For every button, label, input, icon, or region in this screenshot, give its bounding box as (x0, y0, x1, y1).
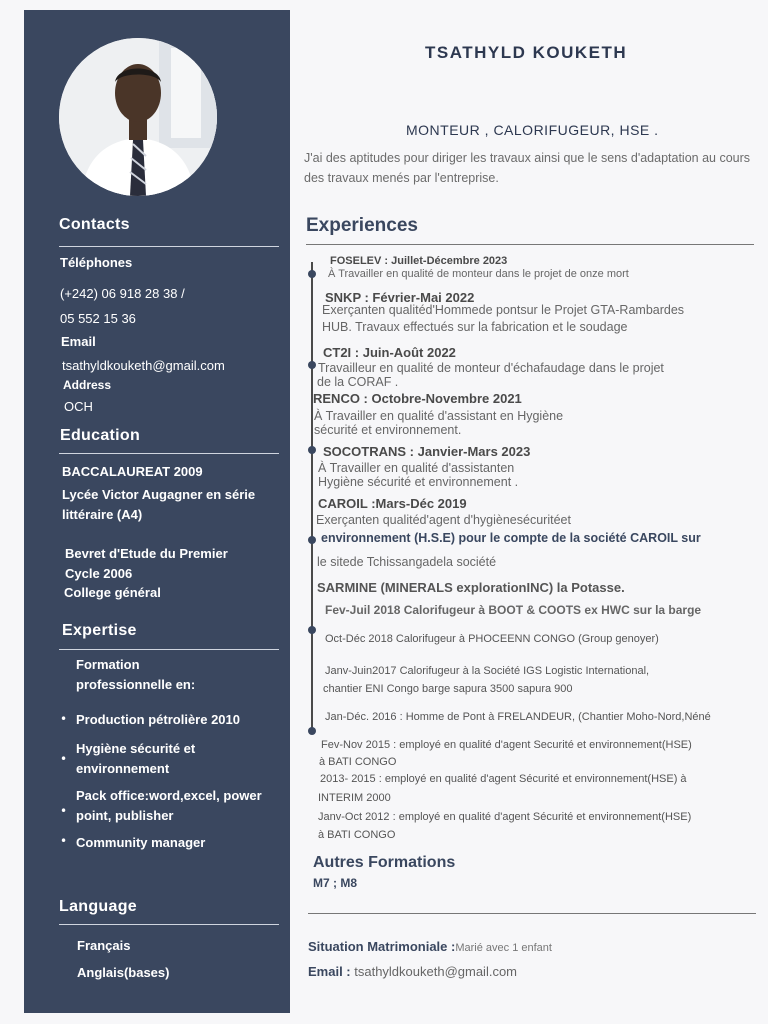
phone-1: (+242) 06 918 28 38 / (60, 286, 185, 301)
exp-13-line-1: 2013- 2015 : employé en qualité d'agent Sécurité et environnement(HSE) à (320, 773, 687, 785)
language-heading: Language (59, 898, 137, 915)
telephones-label: Téléphones (60, 255, 133, 270)
expertise-bullet-2: • (60, 752, 68, 766)
exp-10-line-2: chantier ENI Congo barge sapura 3500 sapura 900 (323, 683, 573, 695)
timeline-dot (308, 536, 316, 544)
marital-status (308, 939, 552, 954)
other-training-value: M7 ; M8 (313, 876, 358, 890)
profile-photo-illustration (59, 38, 217, 196)
marital-label: Situation Matrimoniale : (308, 939, 456, 954)
exp-1-desc: À Travailler en qualité de monteur dans le projet de onze mort (328, 268, 629, 280)
address-value: OCH (64, 399, 93, 414)
phone-2: 05 552 15 36 (60, 311, 136, 326)
marital-value: Marié avec 1 enfant (455, 942, 552, 954)
timeline-dot (308, 626, 316, 634)
expertise-bullet-4: • (60, 834, 68, 848)
expertise-4: Community manager (76, 835, 206, 850)
language-1: Français (77, 938, 131, 953)
edu-1-title: BACCALAUREAT 2009 (62, 464, 203, 479)
experiences-divider (306, 244, 754, 245)
exp-13-line-2: INTERIM 2000 (318, 792, 391, 804)
exp-7-header: SARMINE (MINERALS explorationINC) la Potasse. (317, 580, 625, 595)
exp-11: Jan-Déc. 2016 : Homme de Pont à FRELANDEUR, (Chantier Moho-Nord,Néné (325, 711, 711, 723)
edu-2-line3: College général (64, 585, 161, 600)
exp-10-line-1: Janv-Juin2017 Calorifugeur à la Société IGS Logistic International, (325, 665, 650, 677)
footer-email (308, 964, 517, 979)
language-divider (59, 924, 279, 925)
exp-2-header: SNKP : Février-Mai 2022 (325, 290, 475, 305)
other-training-heading: Autres Formations (313, 854, 456, 871)
education-divider (59, 453, 279, 454)
expertise-3-line1: Pack office:word,excel, power (76, 788, 262, 803)
expertise-2-line2: environnement (76, 761, 170, 776)
exp-8: Fev-Juil 2018 Calorifugeur à BOOT & COOTS ex HWC sur la barge (325, 603, 702, 617)
expertise-bullet-1: • (60, 712, 68, 726)
job-title: MONTEUR , CALORIFUGEUR, HSE . (406, 122, 659, 138)
contacts-divider (59, 246, 279, 247)
exp-1-header: FOSELEV : Juillet-Décembre 2023 (330, 255, 508, 267)
exp-6-desc-2c: sur (677, 531, 701, 545)
exp-5-header: SOCOTRANS : Janvier-Mars 2023 (323, 444, 531, 459)
exp-5-desc-2: Hygiène sécurité et environnement . (318, 475, 519, 489)
expertise-heading: Expertise (62, 622, 137, 639)
email-value: tsathyldkouketh@gmail.com (62, 358, 225, 373)
exp-4-desc-1: À Travailler en qualité d'assistant en Hygiène (314, 409, 564, 423)
contacts-heading: Contacts (59, 216, 130, 233)
timeline-dot (308, 270, 316, 278)
footer-divider (308, 913, 756, 914)
footer-email-value: tsathyldkouketh@gmail.com (350, 964, 518, 979)
profile-summary: J'ai des aptitudes pour diriger les travaux ainsi que le sens d'adaptation au cours des travaux menés par l'entreprise. (304, 151, 751, 185)
exp-2-desc-1: Exerçanten qualitéd'Hommede pontsur le Projet GTA-Rambardes (322, 303, 685, 317)
exp-9: Oct-Déc 2018 Calorifugeur à PHOCEENN CONGO (Group genoyer) (325, 633, 659, 645)
exp-12-line-2: à BATI CONGO (319, 756, 397, 768)
timeline-dot (308, 446, 316, 454)
exp-14-line-1: Janv-Oct 2012 : employé en qualité d'agent Sécurité et environnement(HSE) (318, 811, 692, 823)
address-label: Address (63, 378, 112, 392)
email-label: Email (61, 334, 96, 349)
expertise-3-line2: point, publisher (76, 808, 174, 823)
exp-3-header: CT2I : Juin-Août 2022 (323, 345, 456, 360)
edu-2-line2: Cycle 2006 (65, 566, 133, 581)
timeline-dot (308, 727, 316, 735)
exp-6-header: CAROIL :Mars-Déc 2019 (318, 496, 467, 511)
exp-4-header: RENCO : Octobre-Novembre 2021 (313, 391, 522, 406)
expertise-intro-1: Formation (76, 657, 140, 672)
expertise-2-line1: Hygiène sécurité et (76, 741, 196, 756)
expertise-bullet-3: • (60, 804, 68, 818)
exp-6-desc-2a: environnement (H.S.E) pour le compte de la société (321, 531, 631, 545)
education-heading: Education (60, 427, 141, 444)
profile-photo (59, 38, 217, 196)
exp-14-line-2: à BATI CONGO (318, 829, 396, 841)
exp-6-desc-2 (321, 531, 701, 545)
exp-12-line-1: Fev-Nov 2015 : employé en qualité d'agent Securité et environnement(HSE) (321, 739, 692, 751)
exp-2-desc-2: HUB. Travaux effectués sur la fabrication et le soudage (322, 320, 628, 334)
timeline-dot (308, 361, 316, 369)
edu-1-line1: Lycée Victor Augagner en série (62, 487, 256, 502)
exp-4-desc-2: sécurité et environnement. (314, 423, 462, 437)
edu-1-line2: littéraire (A4) (62, 507, 143, 522)
exp-3-desc-1: Travailleur en qualité de monteur d'échafaudage dans le projet (318, 361, 664, 375)
experiences-heading: Experiences (306, 215, 418, 236)
expertise-1: Production pétrolière 2010 (76, 712, 240, 727)
exp-6-desc-1: Exerçanten qualitéd'agent d'hygiènesécuritéet (316, 513, 571, 527)
language-2: Anglais(bases) (77, 965, 170, 980)
expertise-divider (59, 649, 279, 650)
edu-2-line1: Bevret d'Etude du Premier (65, 546, 228, 561)
expertise-intro-2: professionnelle en: (76, 677, 196, 692)
footer-email-label: Email : (308, 964, 351, 979)
exp-6-desc-3: le sitede Tchissangadela société (317, 555, 497, 569)
exp-5-desc-1: À Travailler en qualité d'assistanten (318, 461, 515, 475)
experience-timeline (311, 262, 313, 732)
exp-3-desc-2: de la CORAF . (317, 375, 399, 389)
exp-6-company: CAROIL (630, 531, 678, 545)
full-name: TSATHYLD KOUKETH (425, 43, 628, 62)
